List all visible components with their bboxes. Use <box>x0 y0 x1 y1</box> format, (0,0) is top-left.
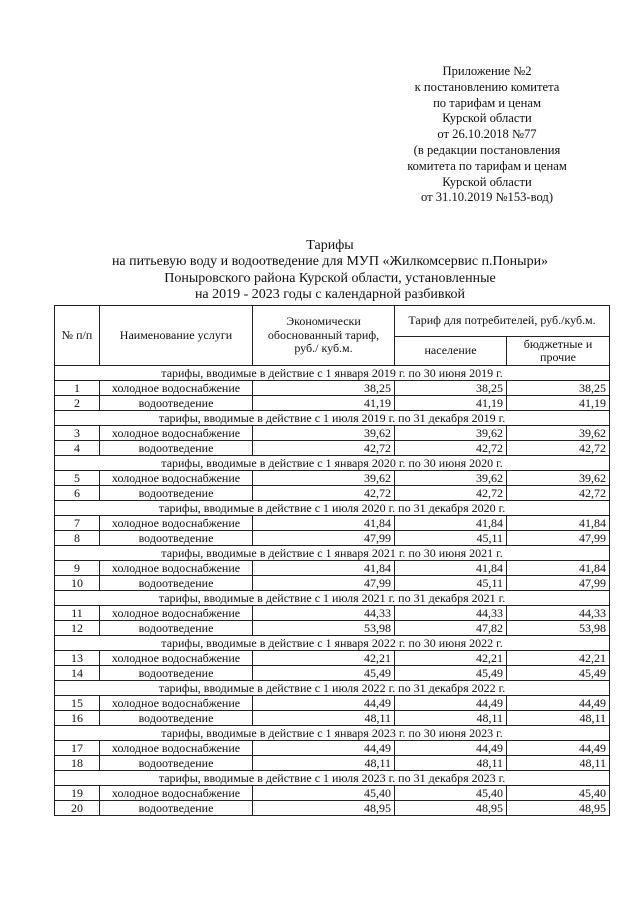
table-row <box>55 711 610 726</box>
population-tariff: 38,25 <box>395 381 507 396</box>
appendix-line: (в редакции постановления <box>413 142 561 157</box>
row-number: 16 <box>55 711 100 726</box>
period-row <box>55 411 610 426</box>
economic-tariff: 41,84 <box>253 561 395 576</box>
table-row <box>55 441 610 456</box>
service-name: холодное водоснабжение <box>100 606 253 621</box>
header-budget: бюджетные и прочие <box>507 337 610 366</box>
population-tariff: 42,72 <box>395 441 507 456</box>
service-name: водоотведение <box>100 486 253 501</box>
budget-tariff: 45,49 <box>507 666 610 681</box>
economic-tariff: 42,72 <box>253 486 395 501</box>
service-name: холодное водоснабжение <box>100 516 253 531</box>
row-number: 17 <box>55 741 100 756</box>
service-name: холодное водоснабжение <box>100 561 253 576</box>
row-number: 5 <box>55 471 100 486</box>
population-tariff: 48,11 <box>395 711 507 726</box>
document-title <box>50 238 610 304</box>
row-number: 11 <box>55 606 100 621</box>
row-number: 2 <box>55 396 100 411</box>
period-label: тарифы, вводимые в действие с 1 января 2019 г. по 30 июня 2019 г. <box>55 366 610 381</box>
row-number: 14 <box>55 666 100 681</box>
budget-tariff: 42,21 <box>507 651 610 666</box>
population-tariff: 45,49 <box>395 666 507 681</box>
economic-tariff: 48,11 <box>253 711 395 726</box>
period-label: тарифы, вводимые в действие с 1 января 2022 г. по 30 июня 2022 г. <box>55 636 610 651</box>
population-tariff: 48,11 <box>395 756 507 771</box>
table-row <box>55 786 610 801</box>
period-label: тарифы, вводимые в действие с 1 января 2020 г. по 30 июня 2020 г. <box>55 456 610 471</box>
service-name: холодное водоснабжение <box>100 381 253 396</box>
row-number: 19 <box>55 786 100 801</box>
table-row <box>55 396 610 411</box>
row-number: 13 <box>55 651 100 666</box>
economic-tariff: 45,40 <box>253 786 395 801</box>
title-line: Поныровского района Курской области, установленные <box>164 270 496 286</box>
service-name: водоотведение <box>100 441 253 456</box>
period-label: тарифы, вводимые в действие с 1 января 2023 г. по 30 июня 2023 г. <box>55 726 610 741</box>
row-number: 18 <box>55 756 100 771</box>
economic-tariff: 53,98 <box>253 621 395 636</box>
population-tariff: 39,62 <box>395 471 507 486</box>
row-number: 10 <box>55 576 100 591</box>
budget-tariff: 41,84 <box>507 516 610 531</box>
budget-tariff: 48,95 <box>507 801 610 816</box>
population-tariff: 44,49 <box>395 741 507 756</box>
budget-tariff: 39,62 <box>507 426 610 441</box>
appendix-line: по тарифам и ценам <box>433 95 541 110</box>
economic-tariff: 44,33 <box>253 606 395 621</box>
budget-tariff: 41,84 <box>507 561 610 576</box>
period-label: тарифы, вводимые в действие с 1 июля 2020 г. по 31 декабря 2020 г. <box>55 501 610 516</box>
table-row <box>55 426 610 441</box>
appendix-line: от 31.10.2019 №153-вод) <box>420 190 554 205</box>
row-number: 4 <box>55 441 100 456</box>
budget-tariff: 39,62 <box>507 471 610 486</box>
population-tariff: 47,82 <box>395 621 507 636</box>
period-row <box>55 771 610 786</box>
appendix-line: от 26.10.2018 №77 <box>437 127 537 142</box>
service-name: водоотведение <box>100 396 253 411</box>
population-tariff: 45,40 <box>395 786 507 801</box>
row-number: 1 <box>55 381 100 396</box>
population-tariff: 44,49 <box>395 696 507 711</box>
economic-tariff: 44,49 <box>253 741 395 756</box>
economic-tariff: 41,19 <box>253 396 395 411</box>
period-row <box>55 366 610 381</box>
header-population: население <box>395 337 507 366</box>
title-line: на питьевую воду и водоотведение для МУП «Жилкомсервис п.Поныри» <box>111 254 549 270</box>
row-number: 8 <box>55 531 100 546</box>
economic-tariff: 45,49 <box>253 666 395 681</box>
economic-tariff: 48,95 <box>253 801 395 816</box>
population-tariff: 48,95 <box>395 801 507 816</box>
budget-tariff: 48,11 <box>507 711 610 726</box>
budget-tariff: 42,72 <box>507 486 610 501</box>
table-row <box>55 486 610 501</box>
table-row <box>55 696 610 711</box>
budget-tariff: 48,11 <box>507 756 610 771</box>
economic-tariff: 38,25 <box>253 381 395 396</box>
period-label: тарифы, вводимые в действие с 1 июля 2023 г. по 31 декабря 2023 г. <box>55 771 610 786</box>
service-name: водоотведение <box>100 621 253 636</box>
row-number: 6 <box>55 486 100 501</box>
table-row <box>55 531 610 546</box>
table-row <box>55 471 610 486</box>
period-label: тарифы, вводимые в действие с 1 июля 2022 г. по 31 декабря 2022 г. <box>55 681 610 696</box>
population-tariff: 39,62 <box>395 426 507 441</box>
tariff-table <box>54 305 610 816</box>
title-line: Тарифы <box>306 238 354 253</box>
service-name: холодное водоснабжение <box>100 426 253 441</box>
budget-tariff: 42,72 <box>507 441 610 456</box>
appendix-line: к постановлению комитета <box>414 79 560 94</box>
period-row <box>55 591 610 606</box>
period-row <box>55 501 610 516</box>
economic-tariff: 47,99 <box>253 531 395 546</box>
budget-tariff: 47,99 <box>507 576 610 591</box>
appendix-line: Курской области <box>442 111 532 126</box>
population-tariff: 42,21 <box>395 651 507 666</box>
economic-tariff: 41,84 <box>253 516 395 531</box>
row-number: 12 <box>55 621 100 636</box>
table-row <box>55 381 610 396</box>
header-economic: Экономически обоснованный тариф, руб./ куб.м. <box>253 306 395 366</box>
budget-tariff: 41,19 <box>507 396 610 411</box>
service-name: холодное водоснабжение <box>100 741 253 756</box>
row-number: 9 <box>55 561 100 576</box>
tariff-table-body <box>55 366 610 816</box>
service-name: холодное водоснабжение <box>100 696 253 711</box>
table-row <box>55 621 610 636</box>
population-tariff: 41,84 <box>395 561 507 576</box>
table-row <box>55 756 610 771</box>
budget-tariff: 47,99 <box>507 531 610 546</box>
economic-tariff: 47,99 <box>253 576 395 591</box>
service-name: водоотведение <box>100 576 253 591</box>
table-row <box>55 576 610 591</box>
row-number: 15 <box>55 696 100 711</box>
table-row <box>55 741 610 756</box>
economic-tariff: 44,49 <box>253 696 395 711</box>
period-row <box>55 726 610 741</box>
service-name: холодное водоснабжение <box>100 471 253 486</box>
period-row <box>55 636 610 651</box>
period-row <box>55 546 610 561</box>
row-number: 7 <box>55 516 100 531</box>
budget-tariff: 45,40 <box>507 786 610 801</box>
service-name: водоотведение <box>100 531 253 546</box>
table-row <box>55 651 610 666</box>
table-row <box>55 666 610 681</box>
population-tariff: 41,19 <box>395 396 507 411</box>
service-name: холодное водоснабжение <box>100 786 253 801</box>
table-row <box>55 606 610 621</box>
economic-tariff: 42,21 <box>253 651 395 666</box>
row-number: 20 <box>55 801 100 816</box>
header-consumer: Тариф для потребителей, руб./куб.м. <box>395 306 610 337</box>
table-row <box>55 801 610 816</box>
budget-tariff: 44,33 <box>507 606 610 621</box>
service-name: водоотведение <box>100 666 253 681</box>
service-name: водоотведение <box>100 801 253 816</box>
service-name: водоотведение <box>100 711 253 726</box>
budget-tariff: 44,49 <box>507 696 610 711</box>
period-row <box>55 456 610 471</box>
appendix-block <box>372 64 602 206</box>
service-name: водоотведение <box>100 756 253 771</box>
population-tariff: 42,72 <box>395 486 507 501</box>
appendix-line: комитета по тарифам и ценам <box>407 158 567 173</box>
header-num: № п/п <box>55 306 100 366</box>
title-line: на 2019 - 2023 годы с календарной разбивкой <box>194 287 466 303</box>
population-tariff: 45,11 <box>395 531 507 546</box>
population-tariff: 44,33 <box>395 606 507 621</box>
period-label: тарифы, вводимые в действие с 1 июля 2021 г. по 31 декабря 2021 г. <box>55 591 610 606</box>
period-label: тарифы, вводимые в действие с 1 января 2021 г. по 30 июня 2021 г. <box>55 546 610 561</box>
economic-tariff: 48,11 <box>253 756 395 771</box>
row-number: 3 <box>55 426 100 441</box>
service-name: холодное водоснабжение <box>100 651 253 666</box>
header-service: Наименование услуги <box>100 306 253 366</box>
period-row <box>55 681 610 696</box>
population-tariff: 41,84 <box>395 516 507 531</box>
population-tariff: 45,11 <box>395 576 507 591</box>
period-label: тарифы, вводимые в действие с 1 июля 2019 г. по 31 декабря 2019 г. <box>55 411 610 426</box>
appendix-line: Курской области <box>442 174 532 189</box>
economic-tariff: 39,62 <box>253 426 395 441</box>
economic-tariff: 39,62 <box>253 471 395 486</box>
table-row <box>55 516 610 531</box>
budget-tariff: 44,49 <box>507 741 610 756</box>
table-row <box>55 561 610 576</box>
budget-tariff: 53,98 <box>507 621 610 636</box>
economic-tariff: 42,72 <box>253 441 395 456</box>
appendix-line: Приложение №2 <box>442 64 532 78</box>
budget-tariff: 38,25 <box>507 381 610 396</box>
